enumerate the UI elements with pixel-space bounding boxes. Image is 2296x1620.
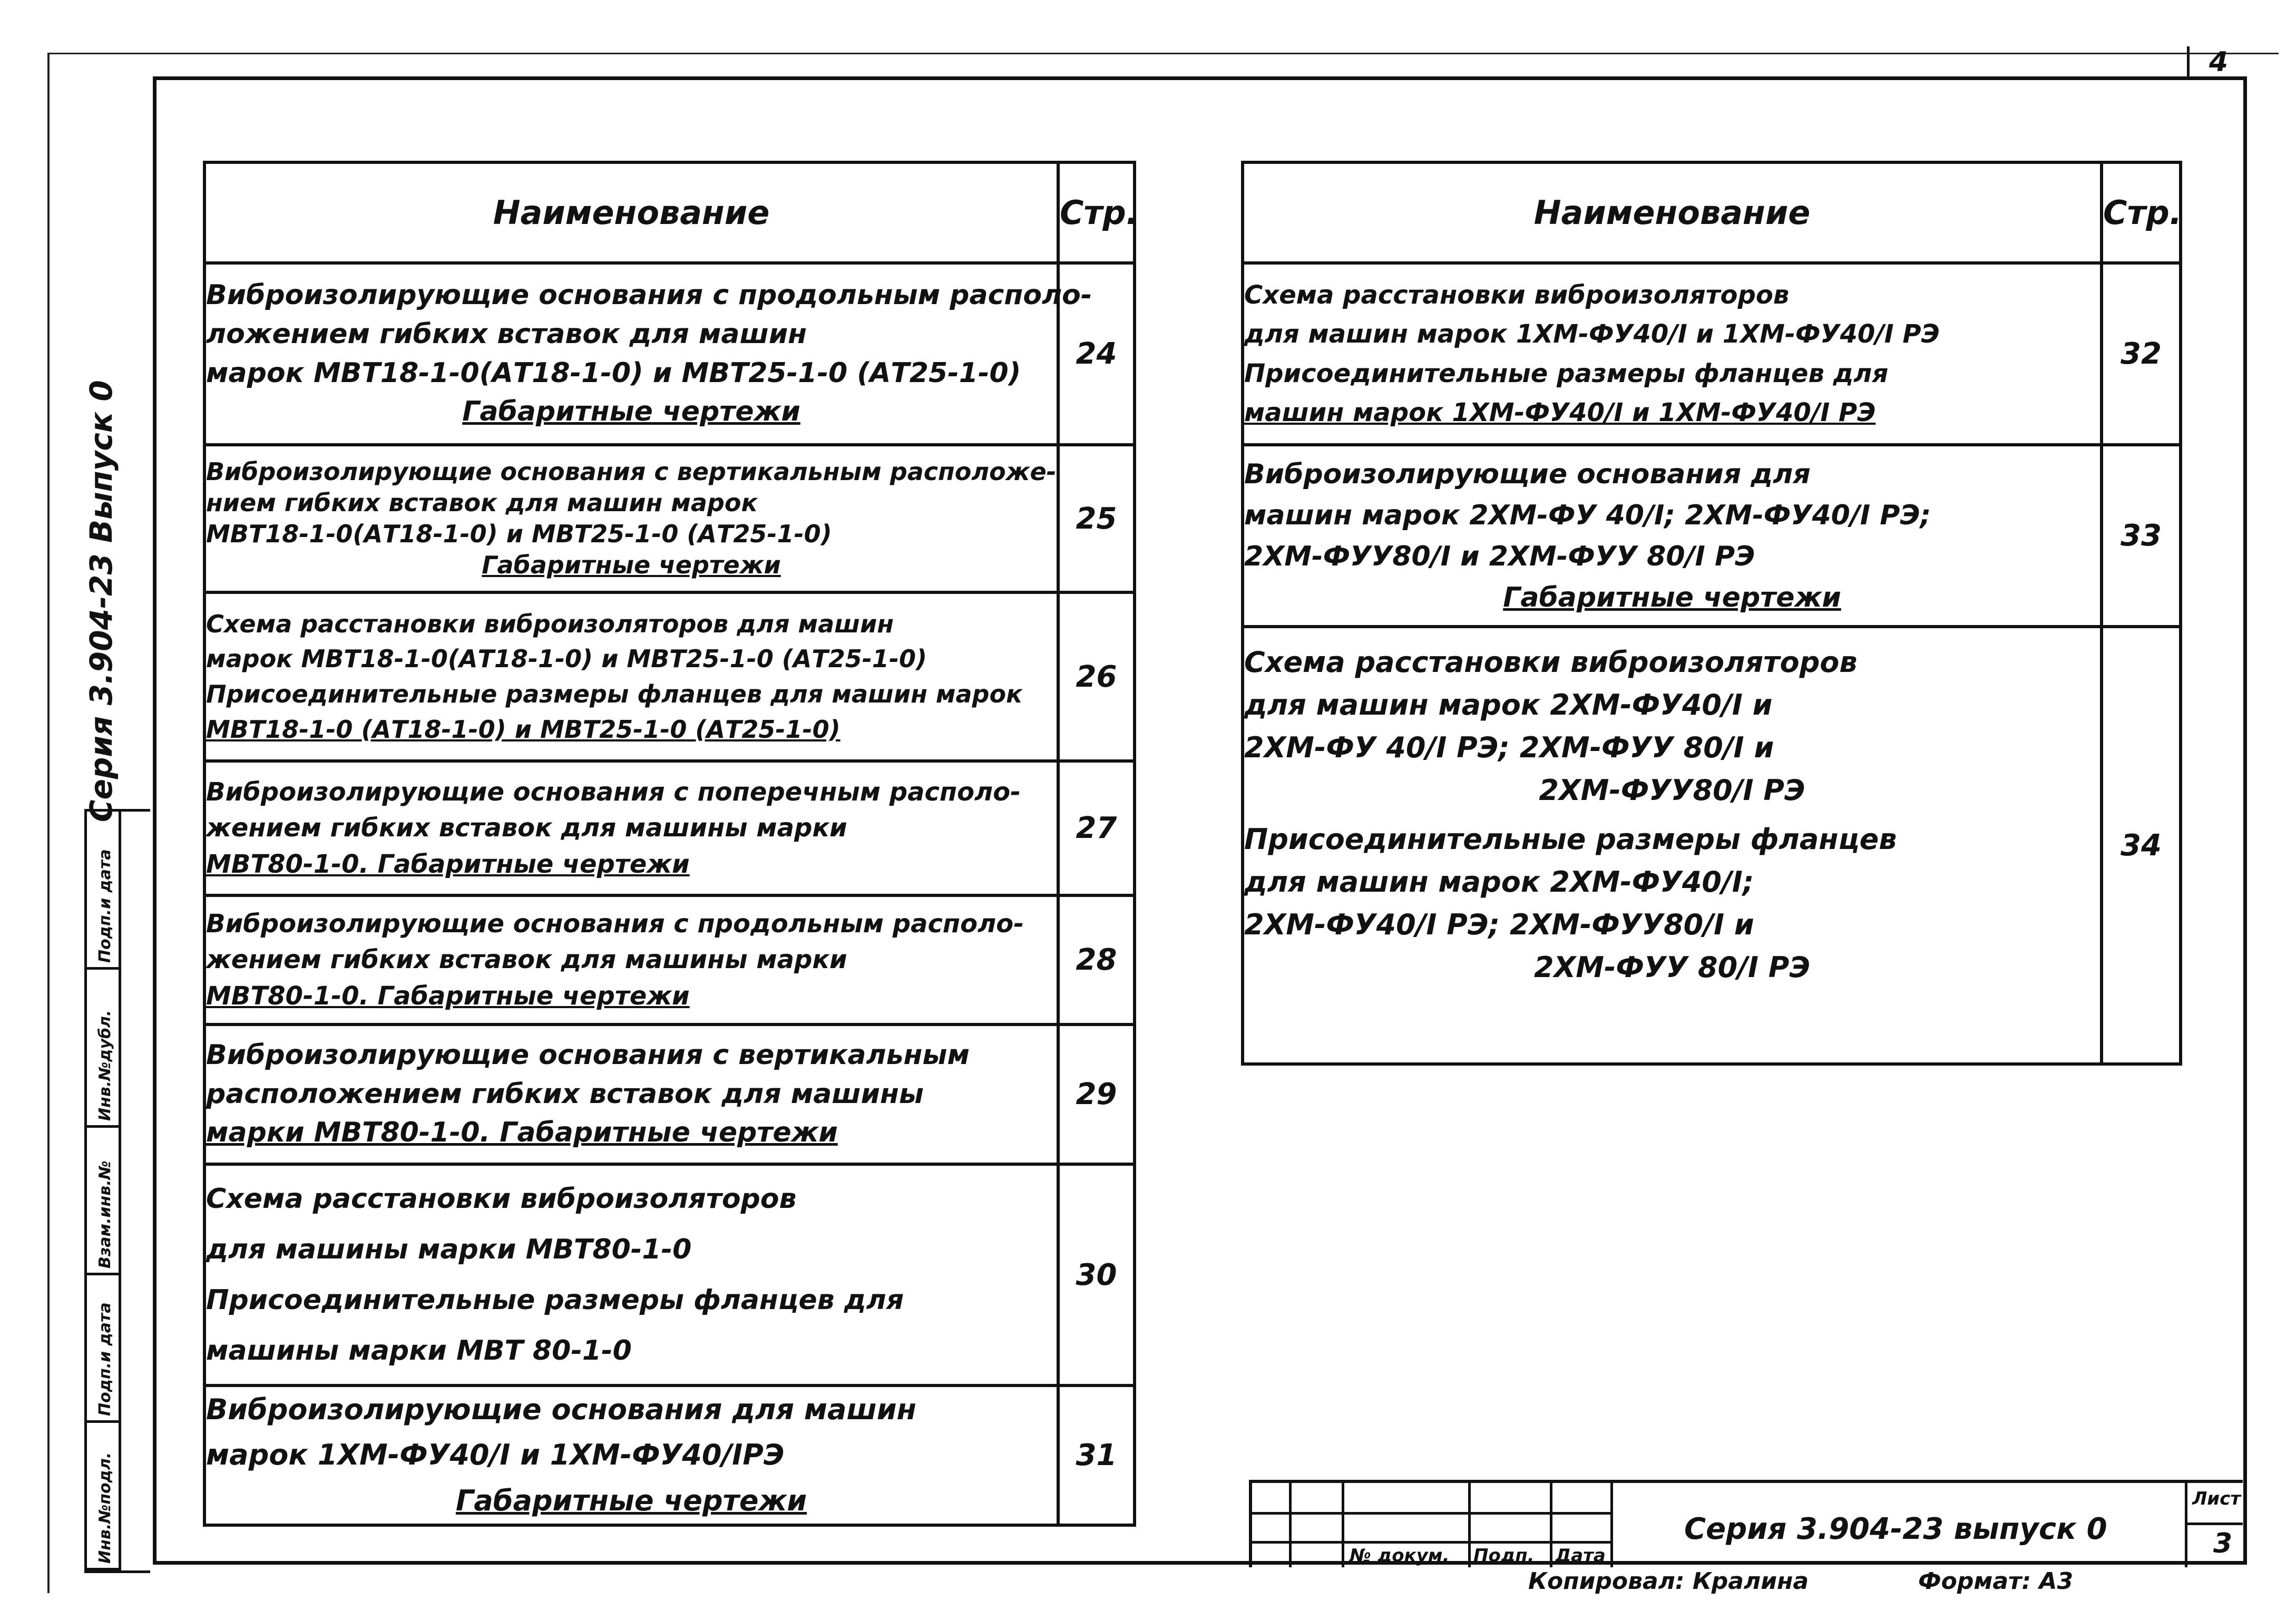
table-row [204,592,1135,761]
table-row [204,895,1135,1024]
stamp-cell-inv-dup: Инв.№дубл. [87,970,121,1128]
row-page: 30 [1058,1164,1135,1385]
series-title: Серия 3.904-23 выпуск 0 [1684,1512,2107,1546]
table-row [204,263,1135,445]
row-title: Виброизолирующие основания с вертикальным расположением гибких вставок для машины марки МВТ80-1-0. Габаритные чертежи [204,1024,1058,1164]
row-page: 28 [1058,895,1135,1024]
row-page: 25 [1058,445,1135,592]
table-row [204,1164,1135,1385]
row-page: 34 [2102,627,2181,1064]
sheet-number: 3 [2213,1528,2232,1559]
col-sign-label: Подп. [1473,1545,1535,1566]
table-row [204,445,1135,592]
column-header-page: Стр. [1058,162,1135,263]
side-series-text: Серия 3.904-23 Выпуск 0 [83,380,119,822]
row-title: Виброизолирующие основания для машин марок 1ХМ-ФУ40/I и 1ХМ-ФУ40/IРЭ Габаритные чертежи [204,1385,1058,1525]
row-title: Схема расстановки виброизоляторов для машин марок МВТ18-1-0(АТ18-1-0) и МВТ25-1-0 (АТ25-1-0) Присоединительные размеры фланцев для машин марок МВТ18-1-0 (АТ18-1-0) и МВТ25-1-0 (АТ25-1-0) [204,592,1058,761]
row-page: 24 [1058,263,1135,445]
table-row [204,1385,1135,1525]
row-title: Схема расстановки виброизоляторов для машин марок 1ХМ-ФУ40/I и 1ХМ-ФУ40/I РЭ Присоединительные размеры фланцев для машин марок 1ХМ-ФУ40/I и 1ХМ-ФУ40/I РЭ [1243,263,2102,445]
column-header-page: Стр. [2102,162,2181,263]
row-page: 31 [1058,1385,1135,1525]
row-page: 32 [2102,263,2181,445]
sheet-corner-number: 4 [2187,46,2248,78]
side-stamp [84,809,150,1573]
table-row [1243,627,2181,1064]
row-title: Виброизолирующие основания с вертикальным расположе- нием гибких вставок для машин марок МВТ18-1-0(АТ18-1-0) и МВТ25-1-0 (АТ25-1-0) Габаритные чертежи [204,445,1058,592]
row-title: Схема расстановки виброизоляторов для машины марки МВТ80-1-0 Присоединительные размеры фланцев для машины марки МВТ 80-1-0 [204,1164,1058,1385]
table-row [204,1024,1135,1164]
row-page: 27 [1058,761,1135,895]
table-row [1243,445,2181,627]
column-header-name: Наименование [1243,162,2102,263]
stamp-cell-replace-inv: Взам.инв.№ [87,1128,121,1275]
row-title: Виброизолирующие основания для машин марок 2ХМ-ФУ 40/I; 2ХМ-ФУ40/I РЭ; 2ХМ-ФУУ80/I и 2ХМ-ФУУ 80/I РЭ Габаритные чертежи [1243,445,2102,627]
paper-format: Формат: А3 [1918,1568,2074,1595]
copied-by: Копировал: Кралина [1528,1568,1809,1595]
column-header-name: Наименование [204,162,1058,263]
contents-table-left [203,161,1139,1527]
row-page: 29 [1058,1024,1135,1164]
col-date-label: Дата [1555,1545,1606,1566]
side-series-label [74,295,121,822]
row-title: Виброизолирующие основания с продольным располо- жением гибких вставок для машины марки МВТ80-1-0. Габаритные чертежи [204,895,1058,1024]
sheet-label: Лист [2192,1488,2241,1509]
table-row [204,761,1135,895]
table-row [1243,263,2181,445]
col-doc-label: № докум. [1350,1545,1450,1566]
row-page: 26 [1058,592,1135,761]
stamp-cell-inv-orig: Инв.№подл. [87,1423,121,1570]
row-page: 33 [2102,445,2181,627]
title-block [1249,1480,2243,1567]
contents-table-right [1241,161,2182,1066]
stamp-cell-sign-date-2: Подп.и дата [87,812,121,970]
row-title: Виброизолирующие основания с поперечным располо- жением гибких вставок для машины марки МВТ80-1-0. Габаритные чертежи [204,761,1058,895]
row-title: Схема расстановки виброизоляторов для машин марок 2ХМ-ФУ40/I и 2ХМ-ФУ 40/I РЭ; 2ХМ-ФУУ 80/I и 2ХМ-ФУУ80/I РЭ Присоединительные размеры фланцев для машин марок 2ХМ-ФУ40/I; 2ХМ-ФУ40/I РЭ; 2ХМ-ФУУ80/I и 2ХМ-ФУУ 80/I РЭ [1243,627,2102,1064]
stamp-cell-sign-date: Подп.и дата [87,1275,121,1423]
row-title: Виброизолирующие основания с продольным располо- ложением гибких вставок для машин марок МВТ18-1-0(АТ18-1-0) и МВТ25-1-0 (АТ25-1-0) Габаритные чертежи [204,263,1058,445]
